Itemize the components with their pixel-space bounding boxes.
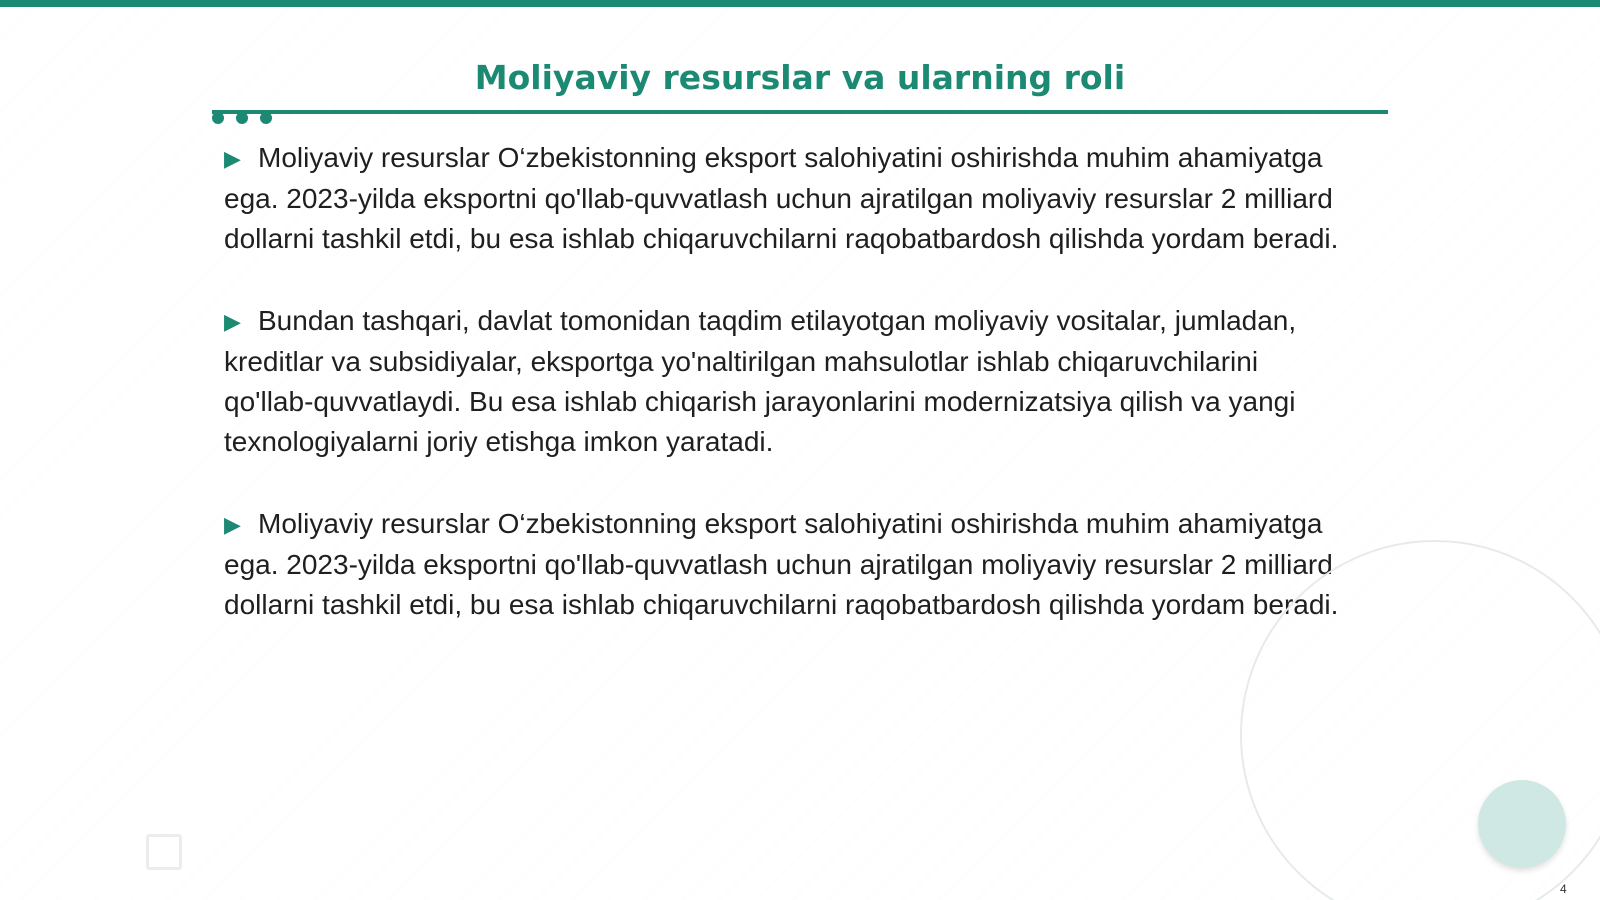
- page-number: 4: [1560, 882, 1567, 896]
- bullet-item: [224, 301, 1354, 462]
- bullet-text: Bundan tashqari, davlat tomonidan taqdim etilayotgan moliyaviy vositalar, jumladan, kreditlar va subsidiyalar, eksportga yo'naltirilgan mahsulotlar ishlab chiqaruvchilarini qo'llab-quvvatlaydi. Bu esa ishlab chiqarish jarayonlarini modernizatsiya qilish va yangi texnologiyalarni joriy etishga imkon yaratadi.: [224, 305, 1297, 457]
- bullet-list: [224, 138, 1354, 667]
- triangle-bullet-icon: ▶: [224, 512, 241, 537]
- dot-2: [236, 112, 248, 124]
- dot-1: [212, 112, 224, 124]
- decorative-square: [146, 834, 182, 870]
- bullet-item: [224, 504, 1354, 625]
- top-accent-bar: [0, 0, 1600, 7]
- title-underline: [212, 110, 1388, 114]
- triangle-bullet-icon: ▶: [224, 146, 241, 171]
- slide-title: Moliyaviy resurslar va ularning roli: [474, 58, 1126, 97]
- bullet-item: [224, 138, 1354, 259]
- dot-3: [260, 112, 272, 124]
- decorative-disc: [1478, 780, 1566, 868]
- triangle-bullet-icon: ▶: [224, 309, 241, 334]
- bullet-text: Moliyaviy resurslar O‘zbekistonning eksport salohiyatini oshirishda muhim ahamiyatga ega. 2023-yilda eksportni qo'llab-quvvatlash uchun ajratilgan moliyaviy resurslar 2 milliard dollarni tashkil etdi, bu esa ishlab chiqaruvchilarni raqobatbardosh qilishda yordam beradi.: [224, 142, 1339, 254]
- bullet-text: Moliyaviy resurslar O‘zbekistonning eksport salohiyatini oshirishda muhim ahamiyatga ega. 2023-yilda eksportni qo'llab-quvvatlash uchun ajratilgan moliyaviy resurslar 2 milliard dollarni tashkil etdi, bu esa ishlab chiqaruvchilarni raqobatbardosh qilishda yordam beradi.: [224, 508, 1339, 620]
